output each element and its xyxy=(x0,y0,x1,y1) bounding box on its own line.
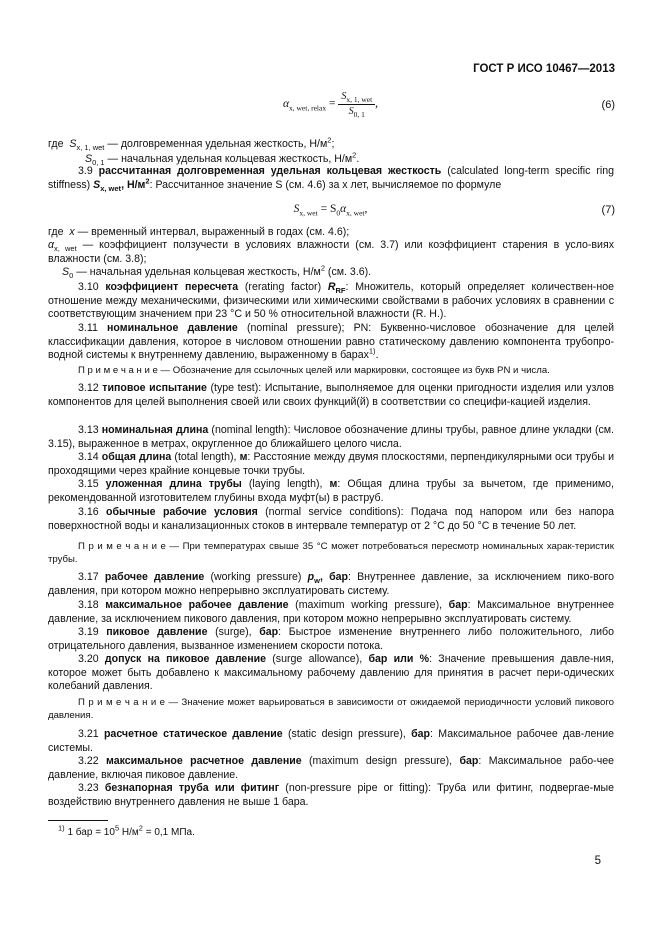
clause-3-20: 3.20 допуск на пиковое давление (surge allowance), бар или %: Значение превышения давле-ния, которое может быть добавлено к максимальному рабочему давлению для принятия в расчет пери-одических колебаний давления. xyxy=(48,653,615,693)
clause-3-18: 3.18 максимальное рабочее давление (maximum working pressure), бар: Максимальное внутреннее давление, за исключением пикового давления, при котором можно непрерывно эксплуатировать систему. xyxy=(48,599,614,625)
definition-line: $\alpha_{x, wet}$ — коэффициент ползучести в условиях влажности (см. 3.7) или коэффициент старения в усло-виях влажности (см. 3.8); xyxy=(48,239,614,265)
clause-3-16: 3.16 обычные рабочие условия (normal service conditions): Подача под напором или без напора поверхностной воды и канализационных стоков в интервале температур от 2 °С до 50 °С в течение 50 лет. xyxy=(48,506,614,532)
clause-3-9: 3.9 рассчитанная долговременная удельная кольцевая жесткость (calculated long-term specific ring stiffness) $S_{x, wet}$, $Н/м^2$: Рассчитанное значение S (см. 4.6) за x лет, вычисляемое по формуле xyxy=(48,165,614,193)
footnote: $^{1)}$ 1 бар = $10^5$ $Н/м^2 = 0,1$ МПа. xyxy=(58,823,195,838)
equation-number-7: (7) xyxy=(601,204,615,216)
document-header: ГОСТ Р ИСО 10467—2013 xyxy=(473,63,615,75)
definition-line: $S_{0, 1}$ — начальная удельная кольцевая жесткость, $Н/м^2$. xyxy=(85,150,360,168)
definition-line: $S_0$ — начальная удельная кольцевая жесткость, $Н/м^2$ (см. 3.6). xyxy=(62,263,372,281)
equation-number-6: (6) xyxy=(601,99,615,111)
clause-3-15: 3.15 уложенная длина трубы (laying length), м: Общая длина трубы за вычетом, где применимо, рекомендованной изготовителем глубины входа муфт(ы) в раструб. xyxy=(48,478,615,504)
clause-3-17: 3.17 рабочее давление (working pressure) $p_w$, бар: Внутреннее давление, за исключением пико-вого давления, при котором можно непрерывно эксплуатировать систему. xyxy=(48,571,614,597)
footnote-separator xyxy=(48,820,108,821)
page-number: 5 xyxy=(594,855,601,867)
clause-3-23: 3.23 безнапорная труба или фитинг (non-pressure pipe or fitting): Труба или фитинг, подвергае-мые воздействию внутреннего давления не выше 1 бара. xyxy=(48,782,614,808)
note-2: П р и м е ч а н и е — При температурах свыше 35 °С может потребоваться пересмотр номинальных харак-теристик трубы. xyxy=(48,541,614,565)
note-1: П р и м е ч а н и е — Обозначение для ссылочных целей или маркировки, состоящее из букв PN и числа. xyxy=(78,365,550,376)
clause-3-10: 3.10 коэффициент пересчета (rerating factor) $R_{RF}$: Множитель, который определяет количествен-ное отношение между механическими, физическими или химическими свойствами в рабочих условиях в сравнении с соответствующим значением при 23 °С и 50 % относительной влажности (R. H.). xyxy=(48,281,614,321)
formula-7: $S_{x, wet} = S_0\alpha_{x, wet}$, xyxy=(293,203,368,218)
formula-6-lhs: $\alpha_{x, wet, relax}$ xyxy=(282,97,327,113)
formula-6: $\alpha_{x, wet, relax}$ = $\frac{S_{x, 1, wet}}{S_{0, 1}}$ , xyxy=(282,91,379,119)
clause-3-21: 3.21 расчетное статическое давление (static design pressure), бар: Максимальное рабочее дав-ление системы. xyxy=(48,728,615,754)
formula-6-fraction: $\frac{S_{x, 1, wet}}{S_{0, 1}}$ xyxy=(338,90,375,118)
clause-3-11: 3.11 номинальное давление (nominal pressure); PN: Буквенно-числовое обозначение для целей классификации давления, которое в числовом отношении равно статическому давлению компонента трубопро-водной системы к внутреннему давлению, выраженному в барах$^{1)}$. xyxy=(48,322,614,362)
clause-3-13: 3.13 номинальная длина (nominal length): Числовое обозначение длины трубы, равное длине укладки (см. 3.15), выраженное в метрах, округленное до ближайшего целого числа. xyxy=(48,424,614,450)
clause-3-22: 3.22 максимальное расчетное давление (maximum design pressure), бар: Максимальное рабо-чее давление, включая пиковое давление. xyxy=(48,755,614,781)
definition-line: где x — временный интервал, выраженный в годах (см. 4.6); xyxy=(48,226,350,238)
definition-line: где $S_{x, 1, wet}$ — долговременная удельная жесткость, $Н/м^2$; xyxy=(48,135,335,153)
clause-3-14: 3.14 общая длина (total length), м: Расстояние между двумя плоскостями, перпендикулярными оси трубы и проходящими через крайние концевые точки трубы. xyxy=(48,451,614,477)
note-3: П р и м е ч а н и е — Значение может варьироваться в зависимости от ожидаемой периодичности условий пикового давления. xyxy=(48,697,614,721)
clause-3-12: 3.12 типовое испытание (type test): Испытание, выполняемое для оценки пригодности изделия или узлов компонентов для целей выполнения своей или своих функций(й) в соответствии со специфи-кацией изделия. xyxy=(48,382,615,408)
clause-3-19: 3.19 пиковое давление (surge), бар: Быстрое изменение внутреннего либо положительного, либо отрицательного давления, вызванное изменением скорости потока. xyxy=(48,626,614,652)
